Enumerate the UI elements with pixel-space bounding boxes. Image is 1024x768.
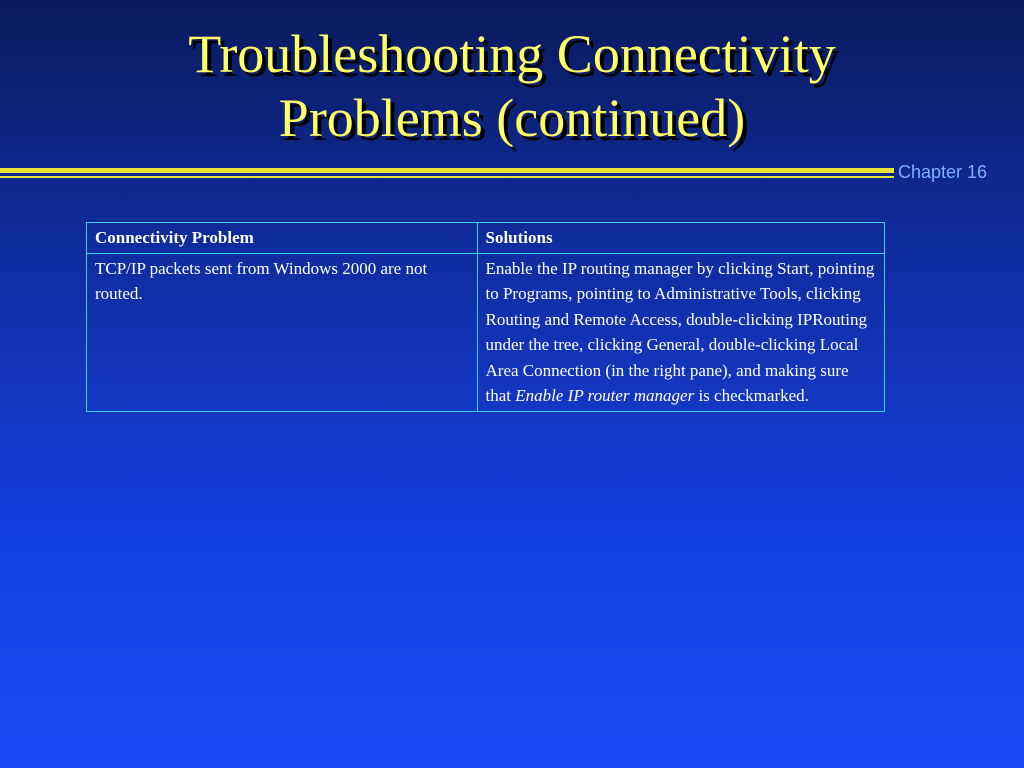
chapter-label: Chapter 16: [898, 162, 988, 182]
table-header-row: [87, 223, 885, 254]
slide-title-line-2: Problems (continued): [278, 88, 746, 148]
solution-text-part2: is checkmarked.: [694, 386, 809, 405]
header-connectivity-problem: Connectivity Problem: [87, 223, 478, 254]
header-solutions: Solutions: [477, 223, 885, 254]
solution-text-emphasis: Enable IP router manager: [515, 386, 695, 405]
slide-title-line-1: Troubleshooting Connectivity: [188, 24, 836, 84]
problem-cell: TCP/IP packets sent from Windows 2000 are not routed.: [87, 253, 478, 411]
solution-text-part1: Enable the IP routing manager by clicking Start, pointing to Programs, pointing to Administrative Tools, clicking Routing and Remote Access, double-clicking IPRouting under the tree, clicking General, double-clicking Local Area Connection (in the right pane), and making sure that: [485, 258, 875, 405]
title-divider-thin: [0, 176, 894, 178]
solution-cell: [477, 253, 885, 411]
slide-title: [0, 22, 1024, 150]
troubleshooting-table: [86, 222, 885, 412]
title-divider-thick: [0, 168, 894, 173]
table-row: [87, 253, 885, 411]
